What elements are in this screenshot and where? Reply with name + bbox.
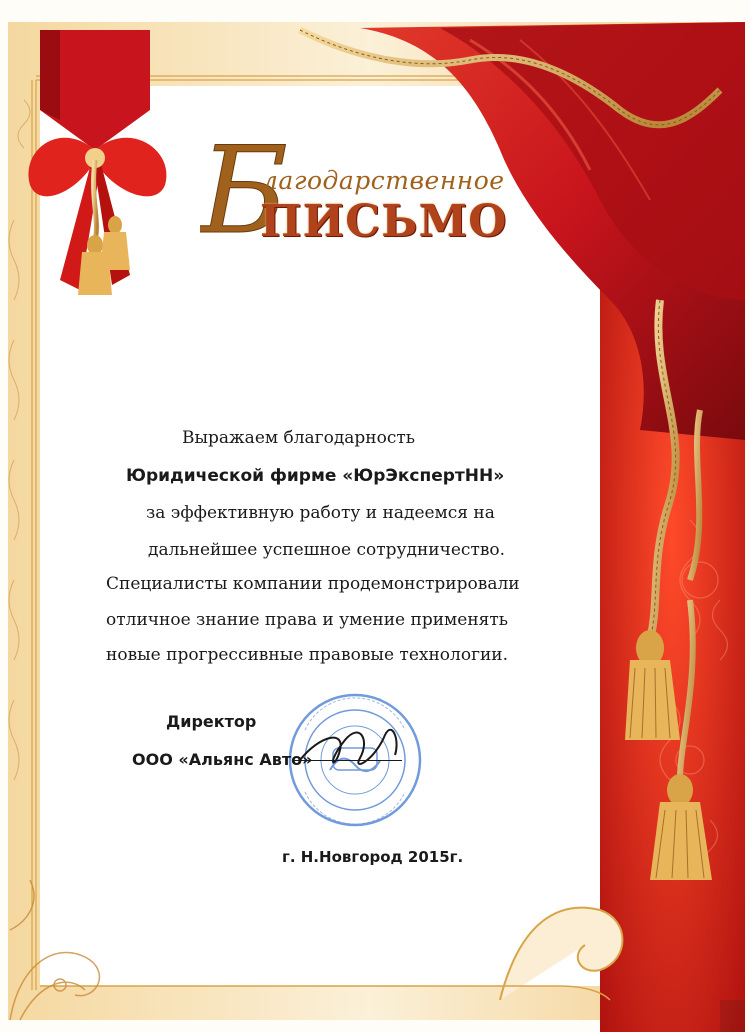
body-line-3: Специалисты компании продемонстрировали [106,574,520,594]
recipient-line: Юридической фирме «ЮрЭкспертНН» [126,466,505,486]
svg-text:Б: Б [200,122,289,261]
body-line-2: дальнейшее успешное сотрудничество. [148,540,506,560]
body-line-5: новые прогрессивные правовые технологии. [106,645,509,665]
body-line-1: за эффективную работу и надеемся на [146,503,495,523]
signature-line [292,760,402,761]
place-date: г. Н.Новгород 2015г. [282,848,464,866]
page-title: ПИСЬМО [260,196,508,247]
title-script-text: лагодарственное [262,166,505,195]
body-line-4: отличное знание права и умение применять [106,610,509,630]
signer-title: Директор [166,712,257,731]
greeting-line: Выражаем благодарность [182,428,416,448]
signer-org: ООО «Альянс Авто» [132,750,313,769]
